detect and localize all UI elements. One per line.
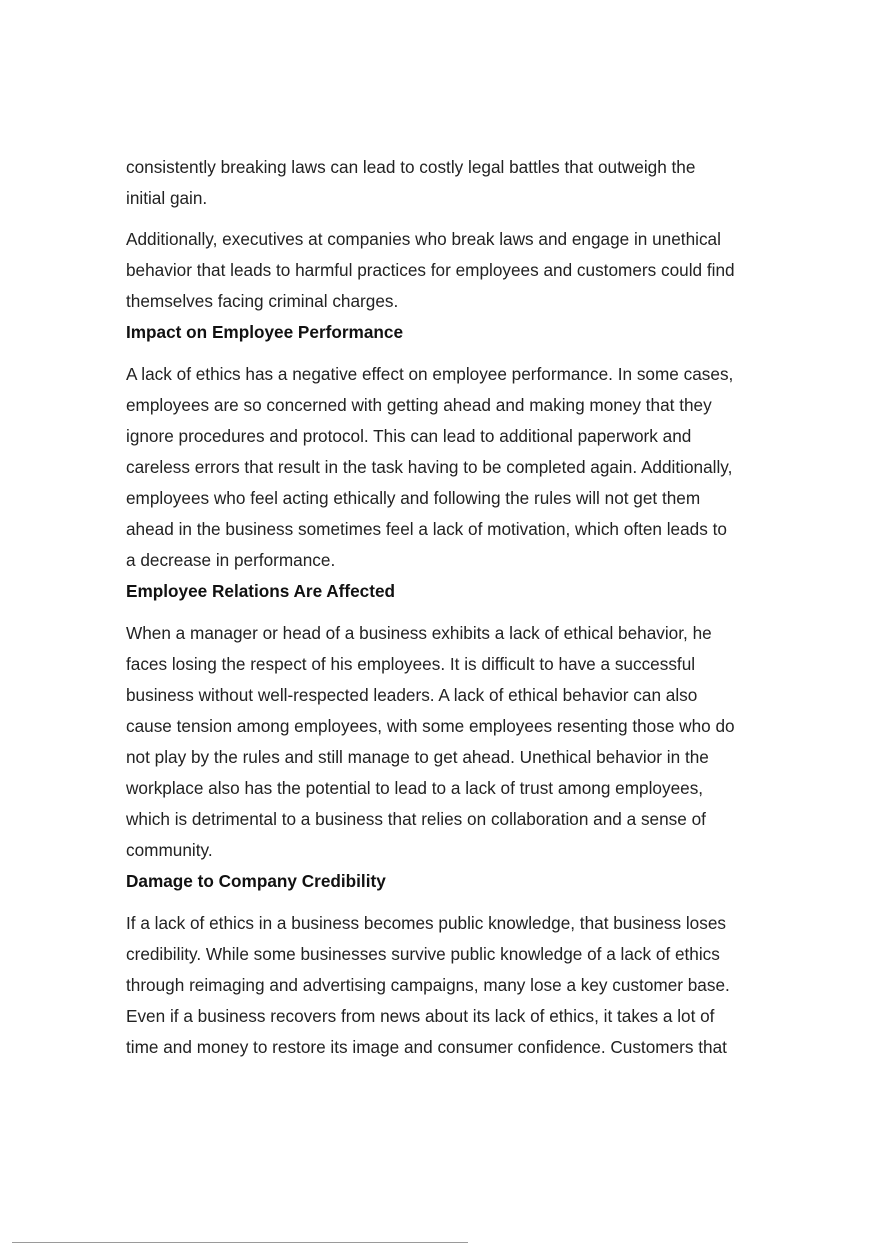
heading-employee-relations: Employee Relations Are Affected — [126, 581, 396, 601]
text-line: careless errors that result in the task having to be completed again. Additionally, — [126, 457, 733, 477]
text-line: When a manager or head of a business exhibits a lack of ethical behavior, he — [126, 623, 712, 643]
paragraph-company-credibility — [126, 908, 766, 1063]
heading-employee-performance: Impact on Employee Performance — [126, 322, 403, 342]
paragraph-employee-performance — [126, 359, 766, 576]
paragraph-employee-relations — [126, 618, 766, 866]
text-line: cause tension among employees, with some employees resenting those who do — [126, 716, 735, 736]
text-line: behavior that leads to harmful practices for employees and customers could find — [126, 260, 735, 280]
text-line: employees are so concerned with getting ahead and making money that they — [126, 395, 712, 415]
text-line: business without well-respected leaders. A lack of ethical behavior can also — [126, 685, 698, 705]
text-line: faces losing the respect of his employees. It is difficult to have a successful — [126, 654, 696, 674]
text-line: A lack of ethics has a negative effect on employee performance. In some cases, — [126, 364, 734, 384]
paragraph-legal-battles — [126, 152, 766, 214]
text-line: Additionally, executives at companies who break laws and engage in unethical — [126, 229, 721, 249]
text-line: workplace also has the potential to lead to a lack of trust among employees, — [126, 778, 704, 798]
text-line: time and money to restore its image and consumer confidence. Customers that — [126, 1037, 727, 1057]
text-line: community. — [126, 840, 213, 860]
text-line: which is detrimental to a business that relies on collaboration and a sense of — [126, 809, 706, 829]
text-line: credibility. While some businesses survive public knowledge of a lack of ethics — [126, 944, 720, 964]
text-line: Even if a business recovers from news about its lack of ethics, it takes a lot of — [126, 1006, 715, 1026]
text-line: not play by the rules and still manage to get ahead. Unethical behavior in the — [126, 747, 709, 767]
text-line: consistently breaking laws can lead to costly legal battles that outweigh the — [126, 157, 696, 177]
text-line: through reimaging and advertising campaigns, many lose a key customer base. — [126, 975, 730, 995]
text-line: initial gain. — [126, 188, 208, 208]
document-body — [126, 152, 766, 1063]
text-line: a decrease in performance. — [126, 550, 336, 570]
text-line: ahead in the business sometimes feel a lack of motivation, which often leads to — [126, 519, 727, 539]
text-line: If a lack of ethics in a business becomes public knowledge, that business loses — [126, 913, 726, 933]
text-line: ignore procedures and protocol. This can lead to additional paperwork and — [126, 426, 692, 446]
footer-divider — [12, 1242, 468, 1243]
text-line: themselves facing criminal charges. — [126, 291, 399, 311]
text-line: employees who feel acting ethically and following the rules will not get them — [126, 488, 701, 508]
paragraph-criminal-charges — [126, 224, 766, 317]
heading-company-credibility: Damage to Company Credibility — [126, 871, 386, 891]
